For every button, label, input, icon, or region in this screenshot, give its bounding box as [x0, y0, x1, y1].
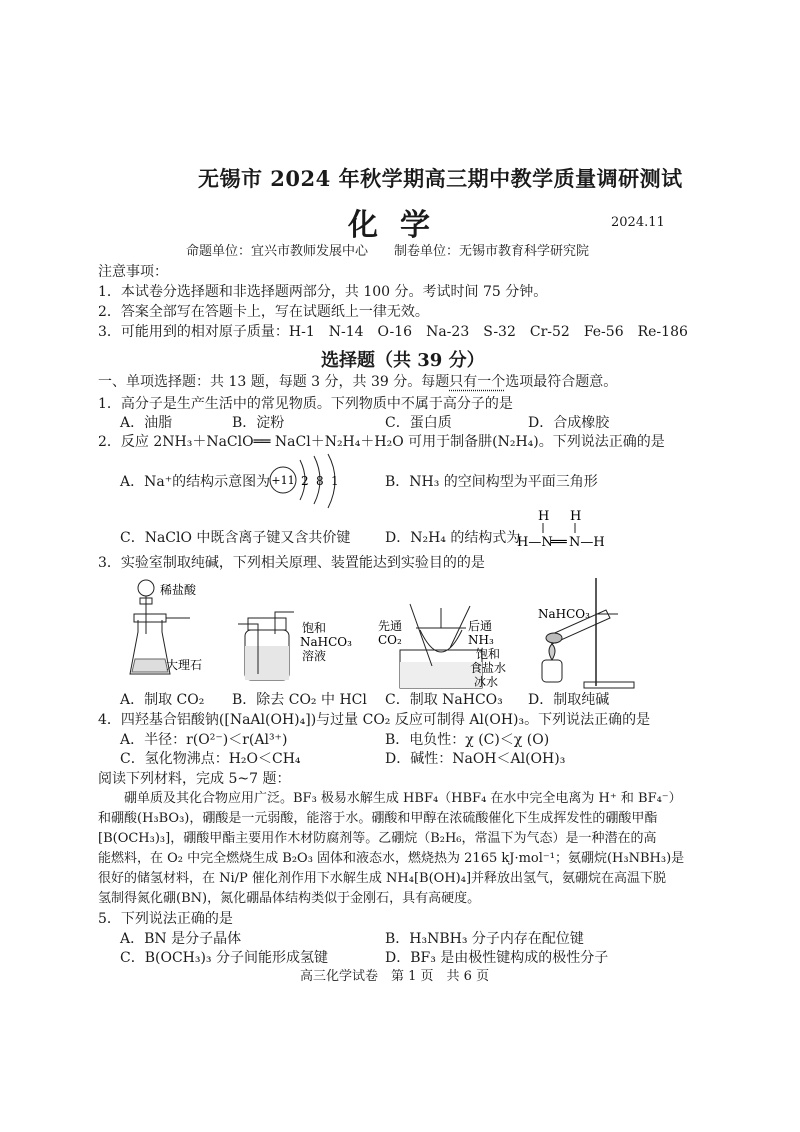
- q4-option-d: D．碱性：NaOH＜Al(OH)₃: [385, 751, 566, 767]
- q4-stem: 4．四羟基合铝酸钠([NaAl(OH)₄])与过量 CO₂ 反应可制得 Al(OH)₃。下列说法正确的是: [98, 712, 651, 728]
- q1-option-c: C．蛋白质: [385, 415, 452, 431]
- label-marble: 大理石: [166, 658, 203, 672]
- struct-right: N—H: [569, 535, 605, 550]
- q2-stem: 2．反应 2NH₃＋NaClO══ NaCl＋N₂H₄＋H₂O 可用于制备肼(N₂H₄)。下列说法正确的是: [98, 434, 665, 450]
- page-footer: 高三化学试卷 第 1 页 共 6 页: [300, 969, 490, 984]
- label-later: 后通: [468, 619, 493, 633]
- instruction-emphasis: 只有一个: [449, 374, 506, 390]
- q5-option-d: D．BF₃ 是由极性键构成的极性分子: [385, 950, 609, 966]
- nucleus-charge: +11: [271, 474, 295, 487]
- shell-electrons: 1: [331, 474, 339, 488]
- q2-option-d: D．N₂H₄ 的结构式为: [385, 530, 521, 546]
- struct-left: H—N: [517, 535, 553, 550]
- label-co2: CO₂: [378, 633, 402, 647]
- struct-h-top: H: [570, 509, 582, 524]
- note-item: 3．可能用到的相对原子质量：H-1 N-14 O-16 Na-23 S-32 Cr-52 Fe-56 Re-186: [98, 324, 688, 340]
- q4-option-b: B．电负性：χ (C)＜χ (O): [385, 732, 550, 748]
- q3-option-d: D．制取纯碱: [528, 692, 610, 708]
- note-item: 1．本试卷分选择题和非选择题两部分，共 100 分。考试时间 75 分钟。: [98, 284, 548, 300]
- q1-stem: 1．高分子是生产生活中的常见物质。下列物质中不属于高分子的是: [98, 396, 513, 412]
- q3-apparatus: [110, 574, 650, 690]
- q1-option-a: A．油脂: [120, 415, 173, 431]
- instruction-post: 选项最符合题意。: [505, 374, 618, 390]
- struct-double-bond: ══: [551, 535, 567, 550]
- reading-line: 能燃料，在 O₂ 中完全燃烧生成 B₂O₃ 固体和液态水，燃烧热为 2165 kJ·mol⁻¹；氨硼烷(H₃NBH₃)是: [98, 851, 685, 866]
- q2-option-c: C．NaClO 中既含离子键又含共价键: [120, 530, 351, 546]
- note-item: 2．答案全部写在答题卡上，写在试题纸上一律无效。: [98, 304, 429, 320]
- section-instruction: [98, 373, 617, 391]
- q4-option-a: A．半径：r(O²⁻)＜r(Al³⁺): [120, 732, 288, 748]
- section-title: 选择题（共 39 分）: [321, 350, 485, 371]
- q2-option-b: B．NH₃ 的空间构型为平面三角形: [385, 474, 598, 490]
- label-first: 先通: [378, 619, 403, 633]
- subject-title: 化学: [348, 208, 452, 243]
- q5-option-b: B．H₃NBH₃ 分子内存在配位键: [385, 931, 584, 947]
- reading-line: [B(OCH₃)₃]，硼酸甲酯主要用作木材防腐剂等。乙硼烷（B₂H₆，常温下为气态）是一种潜在的高: [98, 831, 657, 846]
- label-nh3: NH₃: [468, 633, 494, 647]
- reading-line: 氢制得氮化硼(BN)，氮化硼晶体结构类似于金刚石，具有高硬度。: [98, 891, 481, 906]
- label-acid: 稀盐酸: [160, 583, 197, 597]
- label-solution: 溶液: [302, 649, 327, 663]
- hydrazine-structure: [515, 506, 625, 550]
- instruction-pre: 一、单项选择题：共 13 题，每题 3 分，共 39 分。每题: [98, 374, 450, 390]
- exam-units: 命题单位：宜兴市教师发展中心 制卷单位：无锡市教育科学研究院: [186, 244, 590, 259]
- label-solid-nahco3: NaHCO₃: [538, 607, 590, 621]
- notes-heading: 注意事项：: [98, 264, 168, 280]
- reading-line: 和硼酸(H₃BO₃)，硼酸是一元弱酸，能溶于水。硼酸和甲醇在浓硫酸催化下生成挥发性的硼酸甲酯: [98, 811, 658, 826]
- q3-option-c: C．制取 NaHCO₃: [385, 692, 503, 708]
- q5-stem: 5．下列说法正确的是: [98, 911, 233, 927]
- apparatus-c: [378, 604, 506, 689]
- q3-option-b: B．除去 CO₂ 中 HCl: [232, 692, 367, 708]
- q5-option-c: C．B(OCH₃)₃ 分子间能形成氢键: [120, 950, 328, 966]
- q5-option-a: A．BN 是分子晶体: [120, 931, 242, 947]
- label-ice-water: 冰水: [474, 675, 499, 689]
- label-nahco3: NaHCO₃: [300, 635, 352, 649]
- q1-option-d: D．合成橡胶: [528, 415, 610, 431]
- q2-option-a: A．Na⁺的结构示意图为: [120, 474, 271, 490]
- label-brine: 食盐水: [470, 661, 507, 675]
- apparatus-b: [238, 612, 352, 680]
- reading-line: 很好的储氢材料，在 Ni/P 催化剂作用下水解生成 NH₄[B(OH)₄]并释放出氢气，氨硼烷在高温下脱: [98, 871, 667, 886]
- q3-option-a: A．制取 CO₂: [120, 692, 205, 708]
- label-saturated-2: 饱和: [476, 647, 501, 661]
- reading-intro: 阅读下列材料，完成 5~7 题：: [98, 771, 291, 787]
- reading-line: 硼单质及其化合物应用广泛。BF₃ 极易水解生成 HBF₄（HBF₄ 在水中完全电离为 H⁺ 和 BF₄⁻）: [98, 791, 682, 806]
- shell-electrons: 8: [316, 474, 324, 488]
- q4-option-c: C．氢化物沸点：H₂O＜CH₄: [120, 751, 301, 767]
- apparatus-d: [538, 578, 634, 688]
- shell-electrons: 2: [301, 474, 309, 488]
- label-saturated: 饱和: [302, 621, 327, 635]
- apparatus-a: [130, 580, 202, 674]
- q3-stem: 3．实验室制取纯碱，下列相关原理、装置能达到实验目的的是: [98, 555, 485, 571]
- q1-option-b: B．淀粉: [232, 415, 285, 431]
- exam-date: 2024.11: [611, 215, 665, 230]
- sodium-ion-diagram: [266, 452, 356, 512]
- exam-title: 无锡市 2024 年秋学期高三期中教学质量调研测试: [198, 166, 683, 191]
- struct-h-top: H: [538, 509, 550, 524]
